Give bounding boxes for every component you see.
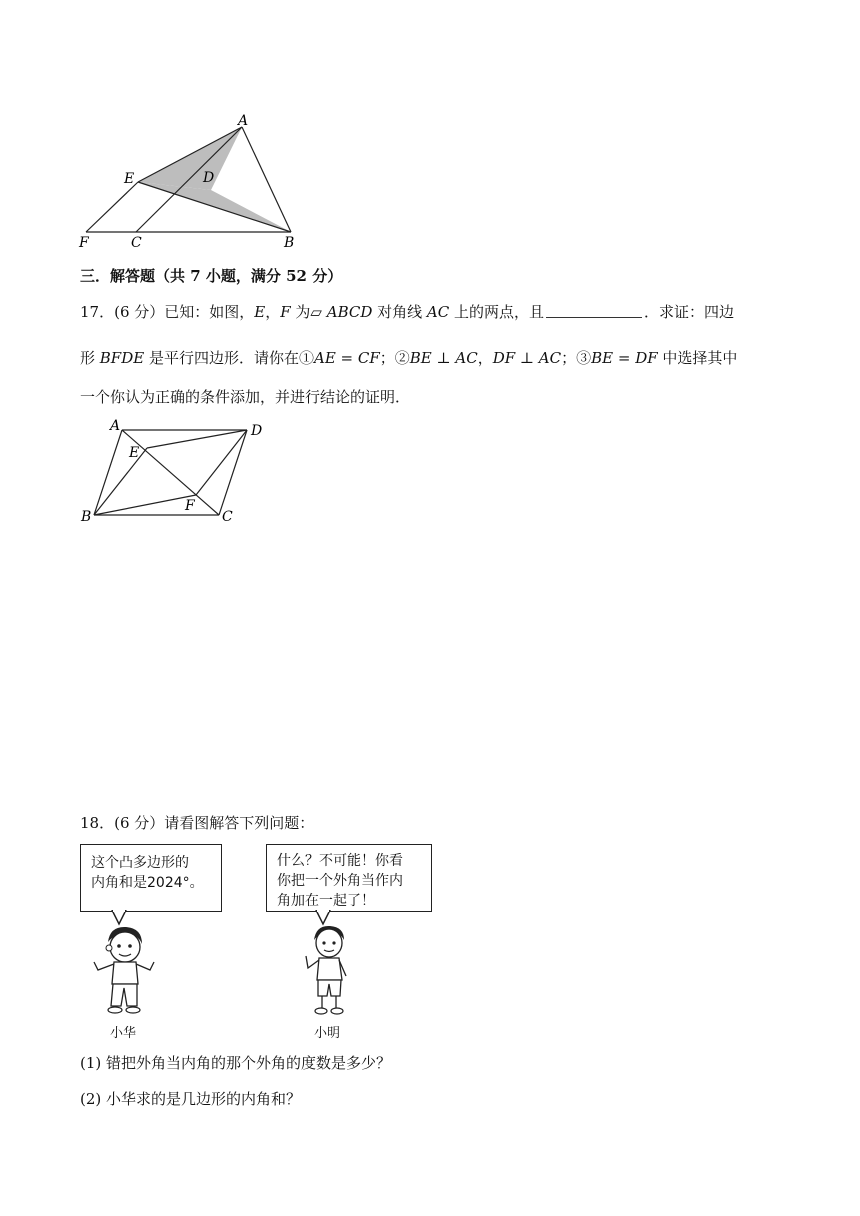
q17-text: 17．(6 分）已知：如图， — [80, 303, 255, 321]
condition-3: BE = DF — [591, 349, 658, 367]
q17-line1: 17．(6 分）已知：如图，E，F 为▱ ABCD 对角线 AC 上的两点，且 ．求证：四边 — [80, 303, 735, 321]
label-A: A — [238, 113, 249, 129]
label-E: E — [124, 171, 135, 187]
condition-2b: DF ⊥ AC — [492, 349, 562, 367]
label-F: F — [185, 498, 195, 514]
label-C: C — [131, 235, 142, 251]
condition-1: AE = CF — [313, 349, 380, 367]
label-A: A — [110, 418, 121, 434]
label-D: D — [251, 423, 263, 439]
q17-line3: 一个你认为正确的条件添加，并进行结论的证明． — [80, 388, 411, 406]
cartoon-boy-xiaoming-icon — [298, 922, 358, 1018]
label-F: F — [79, 235, 89, 251]
name-xiaoming: 小明 — [314, 1026, 341, 1041]
q17-line2: 形 BFDE 是平行四边形．请你在①AE = CF；②BE ⊥ AC，DF ⊥ AC；③BE = DF 中选择其中 — [80, 349, 738, 367]
cartoon-boy-xiaohua-icon — [88, 922, 160, 1018]
label-C: C — [222, 509, 233, 525]
q18-sub2: (2) 小华求的是几边形的内角和？ — [80, 1090, 302, 1108]
top-triangle-figure — [70, 110, 310, 255]
label-B: B — [284, 235, 295, 251]
label-D: D — [203, 170, 215, 186]
parallelogram-figure — [74, 415, 274, 530]
label-E: E — [129, 445, 140, 461]
shaded-region-aed — [138, 127, 242, 190]
name-xiaohua: 小华 — [110, 1026, 137, 1041]
speech-bubble-right: 什么？不可能！你看 你把一个外角当作内 角加在一起了！ — [266, 844, 432, 912]
answer-blank[interactable] — [546, 303, 642, 318]
q18-line1: 18．(6 分）请看图解答下列问题： — [80, 814, 315, 832]
label-B: B — [81, 509, 92, 525]
speech-bubble-left: 这个凸多边形的 内角和是2024°。 — [80, 844, 222, 912]
section-heading: 三．解答题（共 7 小题，满分 52 分） — [80, 267, 343, 285]
q18-sub1: (1) 错把外角当内角的那个外角的度数是多少？ — [80, 1054, 392, 1072]
condition-2a: BE ⊥ AC — [409, 349, 478, 367]
